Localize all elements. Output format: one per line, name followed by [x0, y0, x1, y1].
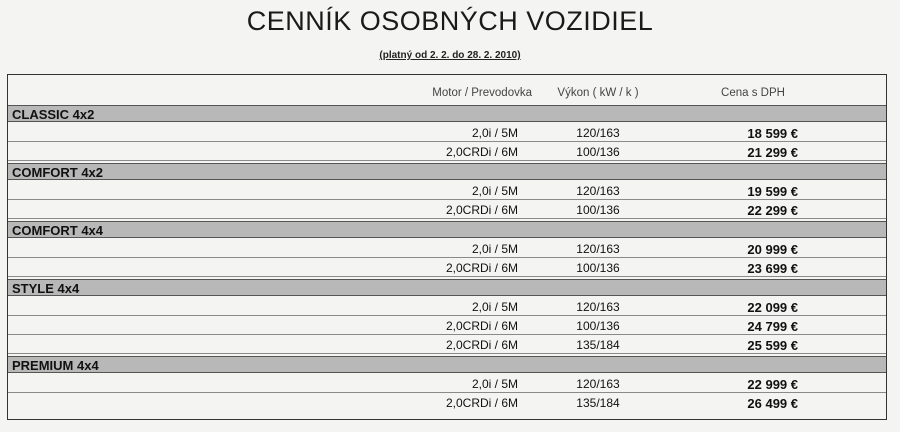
- cell-motor: 2,0i / 5M: [471, 242, 518, 256]
- cell-motor: 2,0CRDi / 6M: [445, 203, 518, 217]
- group-header: [8, 221, 886, 238]
- cell-motor: 2,0CRDi / 6M: [445, 145, 518, 159]
- cell-motor: 2,0CRDi / 6M: [445, 338, 518, 352]
- group-header: [8, 356, 886, 373]
- cell-cena: 23 699 €: [747, 261, 798, 276]
- cell-vykon: 100/136: [576, 261, 620, 275]
- group-name: PREMIUM 4x4: [12, 358, 99, 373]
- cell-vykon: 100/136: [576, 145, 620, 159]
- cell-vykon: 100/136: [576, 203, 620, 217]
- header-cena: Cena s DPH: [721, 87, 785, 99]
- group-header: [8, 105, 886, 122]
- table-row: [8, 374, 886, 393]
- cell-cena: 26 499 €: [747, 396, 798, 411]
- table-row: [8, 258, 886, 277]
- cell-cena: 22 299 €: [747, 203, 798, 218]
- group-header: [8, 163, 886, 180]
- table-row: [8, 181, 886, 200]
- table-row: [8, 297, 886, 316]
- price-table: [7, 74, 887, 420]
- cell-cena: 19 599 €: [747, 184, 798, 199]
- group-name: COMFORT 4x4: [12, 223, 104, 238]
- cell-motor: 2,0i / 5M: [471, 126, 518, 140]
- cell-motor: 2,0CRDi / 6M: [445, 396, 518, 410]
- group-name: STYLE 4x4: [12, 281, 80, 296]
- cell-cena: 22 999 €: [747, 377, 798, 392]
- table-row: [8, 335, 886, 354]
- table-row: [8, 316, 886, 335]
- header-motor: Motor / Prevodovka: [432, 87, 532, 99]
- table-row: [8, 239, 886, 258]
- cell-vykon: 120/163: [576, 242, 620, 256]
- header-vykon: Výkon ( kW / k ): [557, 87, 639, 99]
- cell-vykon: 135/184: [576, 396, 620, 410]
- cell-cena: 20 999 €: [747, 242, 798, 257]
- cell-cena: 18 599 €: [747, 126, 798, 141]
- table-header: [8, 85, 886, 103]
- cell-cena: 24 799 €: [747, 319, 798, 334]
- table-row: [8, 142, 886, 161]
- cell-motor: 2,0i / 5M: [471, 377, 518, 391]
- cell-vykon: 100/136: [576, 319, 620, 333]
- cell-motor: 2,0CRDi / 6M: [445, 319, 518, 333]
- table-row: [8, 393, 886, 412]
- table-row: [8, 123, 886, 142]
- cell-vykon: 120/163: [576, 126, 620, 140]
- cell-motor: 2,0i / 5M: [471, 184, 518, 198]
- cell-cena: 21 299 €: [747, 145, 798, 160]
- group-name: CLASSIC 4x2: [12, 107, 95, 122]
- group-name: COMFORT 4x2: [12, 165, 104, 180]
- group-header: [8, 279, 886, 296]
- validity-subtitle: (platný od 2. 2. do 28. 2. 2010): [379, 50, 521, 61]
- cell-motor: 2,0CRDi / 6M: [445, 261, 518, 275]
- cell-cena: 25 599 €: [747, 338, 798, 353]
- page-title: CENNÍK OSOBNÝCH VOZIDIEL: [246, 6, 654, 36]
- cell-vykon: 120/163: [576, 377, 620, 391]
- cell-motor: 2,0i / 5M: [471, 300, 518, 314]
- cell-vykon: 120/163: [576, 184, 620, 198]
- cell-vykon: 135/184: [576, 338, 620, 352]
- table-row: [8, 200, 886, 219]
- cell-cena: 22 099 €: [747, 300, 798, 315]
- cell-vykon: 120/163: [576, 300, 620, 314]
